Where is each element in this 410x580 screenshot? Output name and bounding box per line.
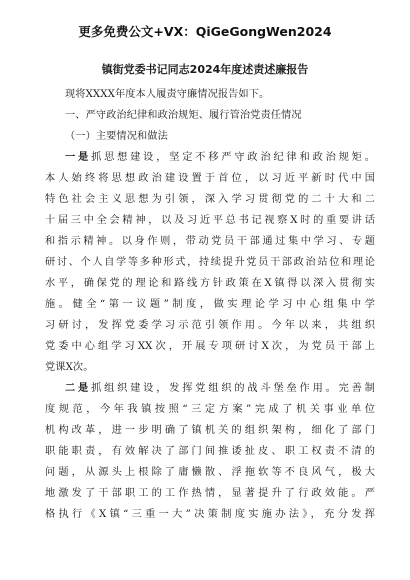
paragraph-line: 特色社会主义思想为引领，深入学习贯彻党的二十大和二 — [45, 194, 375, 205]
watermark-header: 更多免费公文+VX：QiGeGongWen2024 — [78, 24, 332, 39]
paragraph-line: 习研讨，发挥党委学习示范引领作用。今年以来，共组织 — [45, 320, 375, 331]
intro-line: 现将XXXX年度本人履责守廉情况报告如下。 — [65, 89, 270, 100]
document-body — [45, 84, 375, 525]
paragraph-line — [45, 147, 375, 168]
subsection-heading: （一）主要情况和做法 — [65, 131, 168, 142]
paragraph-line: 度规范，今年我镇按照“三定方案”完成了机关事业单位 — [45, 404, 375, 415]
section-heading: 一、严守政治纪律和政治规矩、履行管治党责任情况 — [65, 110, 302, 121]
paragraph-lead: 二是 — [65, 383, 92, 394]
paragraph-line: 施。健全“第一议题”制度，做实理论学习中心组集中学 — [45, 299, 375, 310]
paragraph-line: 本人始终将思想政治建设置于首位，以习近平新时代中国 — [45, 173, 375, 184]
paragraph-text: 抓组织建设，发挥党组织的战斗堡垒作用。完善制 — [91, 383, 375, 394]
paragraph-line: 水平，确保党的理论和路线方针政策在X镇得以深入贯彻实 — [45, 278, 375, 289]
paragraph-line: 十届三中全会精神，以及习近平总书记视察X时的重要讲话 — [45, 215, 375, 226]
paragraph-line: 党课X次。 — [45, 362, 94, 373]
paragraph-line: 地激发了干部职工的工作热情，显著提升了行政效能。严 — [45, 488, 375, 499]
document-title: 镇街党委书记同志2024年度述责述廉报告 — [101, 63, 309, 76]
paragraph-text: 抓思想建设，坚定不移严守政治纪律和政治规矩。 — [91, 152, 375, 163]
paragraph-lead: 一是 — [65, 152, 92, 163]
paragraph-line: 格执行《X镇“三重一大”决策制度实施办法》，充分发挥 — [45, 509, 375, 520]
paragraph-line: 研讨、个人自学等多种形式，持续提升党员干部政治站位和理论 — [45, 257, 375, 268]
paragraph-line: 问题，从源头上根除了庸懒散、浮拖软等不良风气，极大 — [45, 467, 375, 478]
paragraph-line: 党委中心组学习XX次，开展专项研讨X次，为党员干部上 — [45, 341, 375, 352]
paragraph-line: 机构改革，进一步明确了镇机关的组织架构，细化了部门 — [45, 425, 375, 436]
paragraph-line: 和指示精神。以身作则，带动党员干部通过集中学习、专题 — [45, 236, 375, 247]
paragraph-line: 职能职责，有效解决了部门间推诿扯皮、职工权责不清的 — [45, 446, 375, 457]
paragraph-line — [45, 378, 375, 399]
